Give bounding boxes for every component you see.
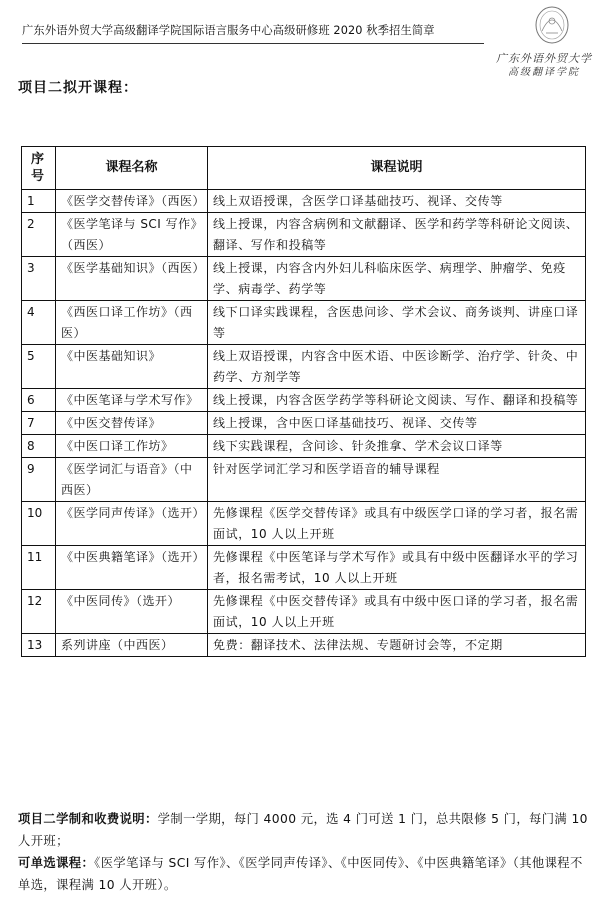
table-row [22, 458, 586, 502]
course-name: 《中医笔译与学术写作》 [56, 389, 208, 412]
section-heading: 项目二拟开课程： [18, 80, 138, 96]
tuition-label: 项目二学制和收费说明： [18, 812, 158, 826]
table-row [22, 301, 586, 345]
table-row [22, 502, 586, 546]
column-header-no: 序号 [22, 147, 56, 190]
table-row [22, 345, 586, 389]
course-name: 《西医口译工作坊》（西医） [56, 301, 208, 345]
course-name: 《医学同声传译》（选开） [56, 502, 208, 546]
course-name: 《医学词汇与语音》（中西医） [56, 458, 208, 502]
header-divider [22, 43, 484, 44]
course-number: 9 [22, 458, 56, 502]
single-course-text: 《医学笔译与 SCI 写作》、《医学同声传译》、《中医同传》、《中医典籍笔译》（其他课程不单选，课程满 10 人开班）。 [18, 856, 583, 892]
course-name: 《中医口译工作坊》 [56, 435, 208, 458]
course-number: 10 [22, 502, 56, 546]
course-description: 线上授课，内容含医学药学等科研论文阅读、写作、翻译和投稿等 [208, 389, 586, 412]
course-description: 线下口译实践课程，含医患问诊、学术会议、商务谈判、讲座口译等 [208, 301, 586, 345]
course-description: 先修课程《中医交替传译》或具有中级中医口译的学习者，报名需面试，10 人以上开班 [208, 590, 586, 634]
column-header-course-name: 课程名称 [56, 147, 208, 190]
table-row [22, 546, 586, 590]
course-number: 2 [22, 213, 56, 257]
single-course-note [18, 852, 588, 896]
course-description: 线上双语授课，含医学口译基础技巧、视译、交传等 [208, 190, 586, 213]
course-number: 12 [22, 590, 56, 634]
course-description: 线上授课，含中医口译基础技巧、视译、交传等 [208, 412, 586, 435]
logo-emblem-icon [492, 3, 596, 51]
course-number: 6 [22, 389, 56, 412]
course-number: 1 [22, 190, 56, 213]
column-header-description: 课程说明 [208, 147, 586, 190]
course-description: 线下实践课程，含问诊、针灸推拿、学术会议口译等 [208, 435, 586, 458]
table-row [22, 412, 586, 435]
header-title: 广东外语外贸大学高级翻译学院国际语言服务中心高级研修班 2020 秋季招生简章 [22, 24, 435, 37]
course-name: 系列讲座（中西医） [56, 634, 208, 657]
course-description: 免费：翻译技术、法律法规、专题研讨会等，不定期 [208, 634, 586, 657]
table-row [22, 213, 586, 257]
course-description: 先修课程《医学交替传译》或具有中级医学口译的学习者，报名需面试，10 人以上开班 [208, 502, 586, 546]
course-table [21, 146, 586, 657]
course-name: 《中医典籍笔译》（选开） [56, 546, 208, 590]
course-number: 4 [22, 301, 56, 345]
course-description: 针对医学词汇学习和医学语音的辅导课程 [208, 458, 586, 502]
course-number: 5 [22, 345, 56, 389]
tuition-text: 学制一学期，每门 4000 元，选 4 门可送 1 门，总共限修 5 门，每门满 10 人开班； [18, 812, 588, 848]
table-row [22, 590, 586, 634]
course-number: 11 [22, 546, 56, 590]
university-logo [492, 3, 596, 78]
course-description: 线上双语授课，内容含中医术语、中医诊断学、治疗学、针灸、中药学、方剂学等 [208, 345, 586, 389]
course-description: 线上授课，内容含病例和文献翻译、医学和药学等科研论文阅读、翻译、写作和投稿等 [208, 213, 586, 257]
page-header [0, 0, 602, 78]
course-number: 8 [22, 435, 56, 458]
logo-university-name: 广东外语外贸大学 [496, 52, 592, 65]
logo-school-name: 高级翻译学院 [508, 67, 580, 78]
course-name: 《医学笔译与 SCI 写作》（西医） [56, 213, 208, 257]
course-number: 7 [22, 412, 56, 435]
course-name: 《医学交替传译》（西医） [56, 190, 208, 213]
course-name: 《中医交替传译》 [56, 412, 208, 435]
table-row [22, 634, 586, 657]
notes-section [18, 808, 588, 896]
course-name: 《医学基础知识》（西医） [56, 257, 208, 301]
course-number: 3 [22, 257, 56, 301]
course-description: 线上授课，内容含内外妇儿科临床医学、病理学、肿瘤学、免疫学、病毒学、药学等 [208, 257, 586, 301]
course-table-body [22, 190, 586, 657]
tuition-note [18, 808, 588, 852]
table-row [22, 190, 586, 213]
course-number: 13 [22, 634, 56, 657]
table-row [22, 435, 586, 458]
single-course-label: 可单选课程： [18, 856, 95, 870]
course-name: 《中医基础知识》 [56, 345, 208, 389]
table-row [22, 257, 586, 301]
course-description: 先修课程《中医笔译与学术写作》或具有中级中医翻译水平的学习者，报名需考试，10 人以上开班 [208, 546, 586, 590]
course-name: 《中医同传》（选开） [56, 590, 208, 634]
table-row [22, 389, 586, 412]
table-header-row [22, 147, 586, 190]
